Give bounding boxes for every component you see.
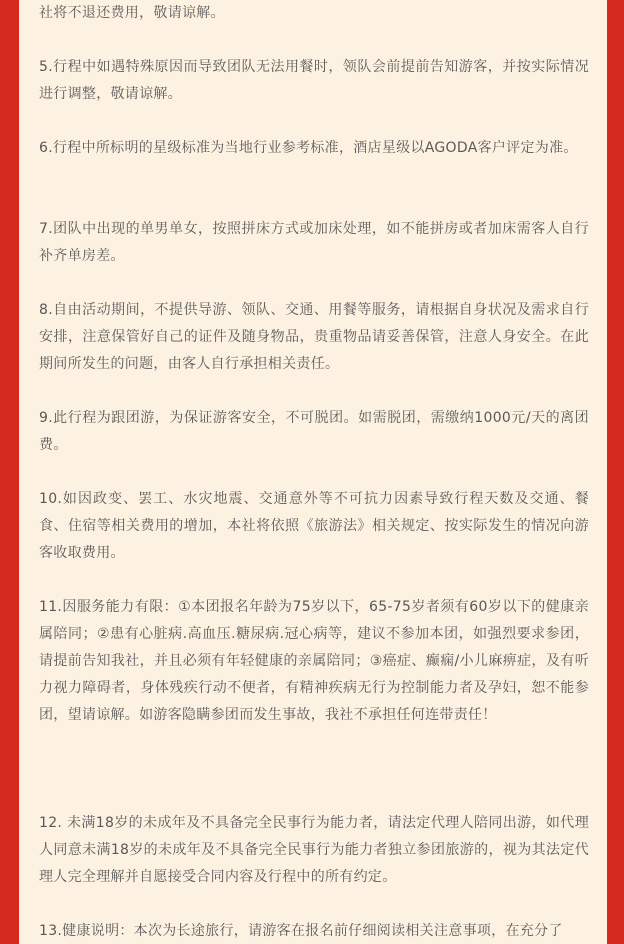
paragraph-4-tail: 社将不退还费用，敬请谅解。 xyxy=(39,5,225,21)
paragraph-13: 13.健康说明：本次为长途旅行，请游客在报名前仔细阅读相关注意事项，在充分了 xyxy=(39,923,563,939)
paragraph-12: 12. 未满18岁的未成年及不具备完全民事行为能力者，请法定代理人陪同出游，如代理人同意未满18岁的未成年及不具备完全民事行为能力者独立参团旅游的，视为其法定代理人完全理解并自愿接受合同内容及行程中的所有约定。 xyxy=(39,815,589,885)
paragraph-6: 6.行程中所标明的星级标准为当地行业参考标准，酒店星级以AGODA客户评定为准。 xyxy=(39,140,578,156)
paragraph-10: 10.如因政变、罢工、水灾地震、交通意外等不可抗力因素导致行程天数及交通、餐食、住宿等相关费用的增加，本社将依照《旅游法》相关规定、按实际发生的情况向游客收取费用。 xyxy=(39,491,589,561)
paragraph-5: 5.行程中如遇特殊原因而导致团队无法用餐时，领队会前提前告知游客，并按实际情况进行调整，敬请谅解。 xyxy=(39,59,589,102)
paragraph-7: 7.团队中出现的单男单女，按照拼床方式或加床处理，如不能拼房或者加床需客人自行补齐单房差。 xyxy=(39,221,589,264)
notice-panel xyxy=(19,0,607,944)
right-red-border xyxy=(607,0,624,944)
paragraph-11: 11.因服务能力有限：①本团报名年龄为75岁以下，65-75岁者须有60岁以下的健康亲属陪同；②患有心脏病.高血压.糖尿病.冠心病等，建议不参加本团，如强烈要求参团，请提前告知我社，并且必须有年轻健康的亲属陪同；③癌症、癫痫/小儿麻痹症，及有听力视力障碍者，身体残疾行动不便者，有精神疾病无行为控制能力者及孕妇，恕不能参团，望请谅解。如游客隐瞒参团而发生事故，我社不承担任何连带责任！ xyxy=(39,599,589,723)
paragraph-9: 9.此行程为跟团游，为保证游客安全，不可脱团。如需脱团，需缴纳1000元/天的离团费。 xyxy=(39,410,589,453)
left-red-border xyxy=(0,0,19,944)
paragraph-8: 8.自由活动期间，不提供导游、领队、交通、用餐等服务，请根据自身状况及需求自行安排，注意保管好自己的证件及随身物品，贵重物品请妥善保管，注意人身安全。在此期间所发生的问题，由客人自行承担相关责任。 xyxy=(39,302,589,372)
